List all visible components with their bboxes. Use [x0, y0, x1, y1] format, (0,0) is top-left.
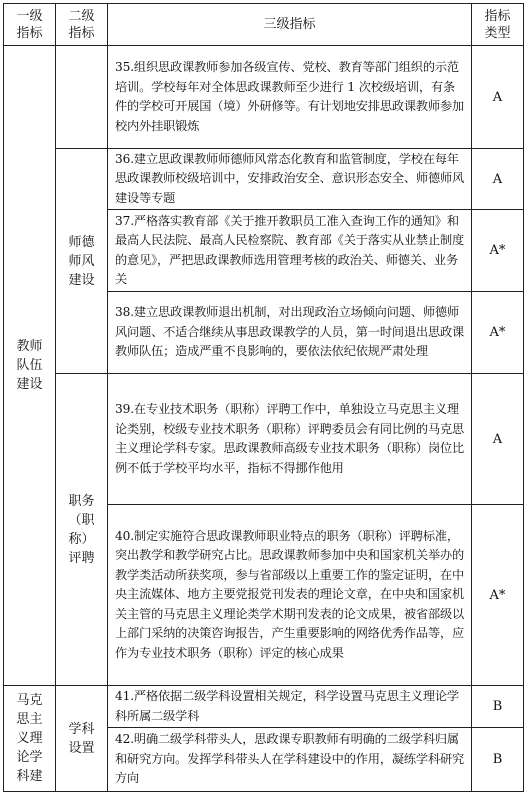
type-37: A*: [472, 210, 524, 292]
level1-discipline-cell: [4, 686, 56, 792]
type-38: A*: [472, 292, 524, 374]
level2-ethics-cell: [56, 149, 108, 374]
indicator-42: 42.明确二级学科带头人，思政课专职教师有明确的二级学科归属和研究方向。发挥学科带头人在学科建设中的作用，凝练学科研究方向: [108, 728, 472, 792]
indicator-40: 40.制定实施符合思政课教师职业特点的职务（职称）评聘标准，突出教学和教学研究占比。思政课教师参加中央和国家机关举办的教学类活动所获奖项，参与省部级以上重要工作的鉴定证明，在中央主流媒体、地方主要党报党刊发表的理论文章，在中央和国家机关主管的马克思主义理论类学术期刊发表的论文成果，被省部级以上部门采纳的决策咨询报告，产生重要影响的网络优秀作品等，应作为专业技术职务（职称）评定的核心成果: [108, 505, 472, 686]
indicator-37: 37.严格落实教育部《关于推开教职员工准入查询工作的通知》和最高人民法院、最高人民检察院、教育部《关于落实从业禁止制度的意见》，严把思政课教师选用管理考核的政治关、师德关、业务关: [108, 210, 472, 292]
type-41: B: [472, 686, 524, 728]
level2-subject: 学科设置: [68, 721, 95, 756]
indicator-41: 41.严格依据二级学科设置相关规定，科学设置马克思主义理论学科所属二级学科: [108, 686, 472, 728]
level1-team-cell: [4, 46, 56, 686]
level1-team: 教师队伍建设: [16, 339, 43, 392]
header-type: 指标类型: [472, 4, 524, 46]
indicator-39: 39.在专业技术职务（职称）评聘工作中，单独设立马克思主义理论类别，校级专业技术职务（职称）评聘委员会有同比例的马克思主义理论学科专家。思政课教师高级专业技术职务（职称）岗位比例不低于学校平均水平，指标不得挪作他用: [108, 374, 472, 505]
table-row: [4, 46, 524, 149]
header-level2: 二级指标: [56, 4, 108, 46]
table-row: [4, 374, 524, 505]
level1-discipline: 马克思主义理论学科建: [16, 693, 43, 784]
type-39: A: [472, 374, 524, 505]
level2-title-eval: 职务（职称）评聘: [68, 493, 95, 566]
header-level1: 一级指标: [4, 4, 56, 46]
level2-subject-cell: [56, 686, 108, 792]
indicator-table: [3, 3, 524, 792]
type-35: A: [472, 46, 524, 149]
header-level3: 三级指标: [108, 4, 472, 46]
table-header-row: [4, 4, 524, 46]
type-42: B: [472, 728, 524, 792]
level2-ethics: 师德师风建设: [68, 234, 95, 288]
table-row: [4, 686, 524, 728]
indicator-35: 35.组织思政课教师参加各级宣传、党校、教育等部门组织的示范培训。学校每年对全体思政课教师至少进行 1 次校级培训，有条件的学校可开展国（境）外研修等。有计划地安排思政课教师参加校内外挂职锻炼: [108, 46, 472, 149]
type-40: A*: [472, 505, 524, 686]
indicator-38: 38.建立思政课教师退出机制，对出现政治立场倾向问题、师德师风问题、不适合继续从事思政课教学的人员，第一时间退出思政课教师队伍；造成严重不良影响的，要依法依纪依规严肃处理: [108, 292, 472, 374]
type-36: A: [472, 149, 524, 210]
table-row: [4, 149, 524, 210]
level2-empty-cell: [56, 46, 108, 149]
indicator-36: 36.建立思政课教师师德师风常态化教育和监管制度，学校在每年思政课教师校级培训中，安排政治安全、意识形态安全、师德师风建设等专题: [108, 149, 472, 210]
level2-title-eval-cell: [56, 374, 108, 686]
